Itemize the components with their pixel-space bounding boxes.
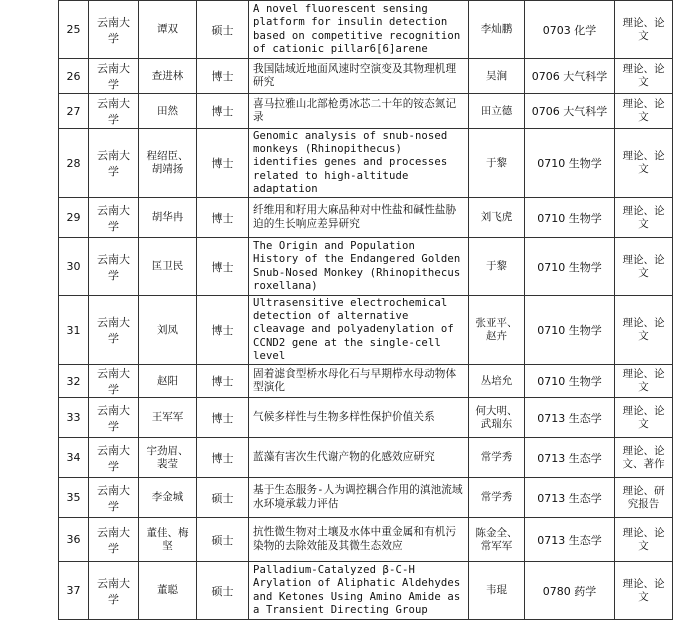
achievement-type-cell: 理论、论文 — [615, 296, 673, 365]
row-number: 33 — [59, 398, 89, 438]
table-row — [59, 398, 673, 438]
thesis-title-cell: Palladium-Catalyzed β-C-H Arylation of Aliphatic Aldehydes and Ketones Using Amino Amide as a Transient Directing Group — [249, 562, 469, 620]
advisor-cell: 陈金全、常军军 — [469, 518, 525, 562]
advisor-cell: 张亚平、赵卉 — [469, 296, 525, 365]
discipline-cell: 0703 化学 — [525, 1, 615, 59]
thesis-title-cell: 喜马拉雅山北部枪勇冰芯二十年的铵态氮记录 — [249, 94, 469, 129]
author-name-cell: 匡卫民 — [139, 238, 197, 296]
discipline-cell: 0710 生物学 — [525, 238, 615, 296]
thesis-title-cell: 固着滤食型桥水母化石与早期栉水母动物体型演化 — [249, 365, 469, 398]
row-number: 30 — [59, 238, 89, 296]
school-cell: 云南大学 — [89, 59, 139, 94]
table-row — [59, 296, 673, 365]
table-row — [59, 129, 673, 198]
degree-cell: 博士 — [197, 129, 249, 198]
school-cell: 云南大学 — [89, 518, 139, 562]
row-number: 37 — [59, 562, 89, 620]
table-row — [59, 94, 673, 129]
degree-cell: 硕士 — [197, 478, 249, 518]
author-name-cell: 宇劲眉、裴莹 — [139, 438, 197, 478]
achievement-type-cell: 理论、论文 — [615, 129, 673, 198]
achievement-type-cell: 理论、论文 — [615, 1, 673, 59]
table-row — [59, 198, 673, 238]
advisor-cell: 常学秀 — [469, 478, 525, 518]
discipline-cell: 0713 生态学 — [525, 398, 615, 438]
row-number: 32 — [59, 365, 89, 398]
degree-cell: 博士 — [197, 365, 249, 398]
advisor-cell: 于黎 — [469, 129, 525, 198]
discipline-cell: 0713 生态学 — [525, 518, 615, 562]
advisor-cell: 于黎 — [469, 238, 525, 296]
degree-cell: 博士 — [197, 198, 249, 238]
achievement-type-cell: 理论、研究报告 — [615, 478, 673, 518]
discipline-cell: 0706 大气科学 — [525, 59, 615, 94]
degree-cell: 博士 — [197, 438, 249, 478]
thesis-title-cell: 蓝藻有害次生代谢产物的化感效应研究 — [249, 438, 469, 478]
advisor-cell: 刘飞虎 — [469, 198, 525, 238]
achievement-type-cell: 理论、论文 — [615, 518, 673, 562]
degree-cell: 硕士 — [197, 1, 249, 59]
thesis-title-cell: Ultrasensitive electrochemical detection of alternative cleavage and polyadenylation of CCND2 gene at the single-cell level — [249, 296, 469, 365]
table-row — [59, 59, 673, 94]
discipline-cell: 0713 生态学 — [525, 438, 615, 478]
degree-cell: 博士 — [197, 59, 249, 94]
degree-cell: 博士 — [197, 296, 249, 365]
discipline-cell: 0710 生物学 — [525, 198, 615, 238]
thesis-title-cell: The Origin and Population History of the Endangered Golden Snub-Nosed Monkey (Rhinopithecus roxellana) — [249, 238, 469, 296]
row-number: 35 — [59, 478, 89, 518]
degree-cell: 博士 — [197, 398, 249, 438]
achievement-type-cell: 理论、论文 — [615, 562, 673, 620]
school-cell: 云南大学 — [89, 365, 139, 398]
thesis-title-cell: 纤维用和籽用大麻品种对中性盐和碱性盐胁迫的生长响应差异研究 — [249, 198, 469, 238]
school-cell: 云南大学 — [89, 1, 139, 59]
thesis-title-cell: A novel fluorescent sensing platform for insulin detection based on competitive recognition of cationic pillar6[6]arene — [249, 1, 469, 59]
author-name-cell: 李金城 — [139, 478, 197, 518]
table-row — [59, 365, 673, 398]
row-number: 28 — [59, 129, 89, 198]
author-name-cell: 王军军 — [139, 398, 197, 438]
author-name-cell: 赵阳 — [139, 365, 197, 398]
school-cell: 云南大学 — [89, 296, 139, 365]
advisor-cell: 李灿鹏 — [469, 1, 525, 59]
school-cell: 云南大学 — [89, 562, 139, 620]
author-name-cell: 谭双 — [139, 1, 197, 59]
author-name-cell: 董聪 — [139, 562, 197, 620]
thesis-title-cell: 抗性微生物对土壤及水体中重金属和有机污染物的去除效能及其微生态效应 — [249, 518, 469, 562]
degree-cell: 硕士 — [197, 518, 249, 562]
table-row — [59, 438, 673, 478]
discipline-cell: 0710 生物学 — [525, 129, 615, 198]
row-number: 26 — [59, 59, 89, 94]
advisor-cell: 田立德 — [469, 94, 525, 129]
school-cell: 云南大学 — [89, 129, 139, 198]
achievement-type-cell: 理论、论文 — [615, 365, 673, 398]
table-body — [59, 1, 673, 620]
advisor-cell: 丛培允 — [469, 365, 525, 398]
author-name-cell: 刘凤 — [139, 296, 197, 365]
advisor-cell: 吴涧 — [469, 59, 525, 94]
achievement-type-cell: 理论、论文 — [615, 398, 673, 438]
thesis-title-cell: Genomic analysis of snub-nosed monkeys (Rhinopithecus) identifies genes and processes related to high-altitude adaptation — [249, 129, 469, 198]
achievement-type-cell: 理论、论文 — [615, 59, 673, 94]
discipline-cell: 0710 生物学 — [525, 296, 615, 365]
row-number: 25 — [59, 1, 89, 59]
row-number: 36 — [59, 518, 89, 562]
discipline-cell: 0713 生态学 — [525, 478, 615, 518]
row-number: 27 — [59, 94, 89, 129]
degree-cell: 博士 — [197, 94, 249, 129]
school-cell: 云南大学 — [89, 94, 139, 129]
author-name-cell: 程绍臣、胡靖扬 — [139, 129, 197, 198]
discipline-cell: 0710 生物学 — [525, 365, 615, 398]
achievement-type-cell: 理论、论文 — [615, 238, 673, 296]
school-cell: 云南大学 — [89, 478, 139, 518]
table-row — [59, 478, 673, 518]
thesis-title-cell: 我国陆域近地面风速时空演变及其物理机理研究 — [249, 59, 469, 94]
discipline-cell: 0780 药学 — [525, 562, 615, 620]
row-number: 31 — [59, 296, 89, 365]
author-name-cell: 胡华冉 — [139, 198, 197, 238]
table-row — [59, 1, 673, 59]
table-row — [59, 562, 673, 620]
table-row — [59, 518, 673, 562]
thesis-title-cell: 基于生态服务-人为调控耦合作用的滇池流域水环境承载力评估 — [249, 478, 469, 518]
author-name-cell: 田然 — [139, 94, 197, 129]
advisor-cell: 何大明、武瑞东 — [469, 398, 525, 438]
author-name-cell: 董佳、梅坚 — [139, 518, 197, 562]
row-number: 29 — [59, 198, 89, 238]
achievement-type-cell: 理论、论文 — [615, 198, 673, 238]
advisor-cell: 常学秀 — [469, 438, 525, 478]
degree-cell: 硕士 — [197, 562, 249, 620]
school-cell: 云南大学 — [89, 238, 139, 296]
school-cell: 云南大学 — [89, 438, 139, 478]
row-number: 34 — [59, 438, 89, 478]
author-name-cell: 查进林 — [139, 59, 197, 94]
school-cell: 云南大学 — [89, 398, 139, 438]
achievement-type-cell: 理论、论文、著作 — [615, 438, 673, 478]
degree-cell: 博士 — [197, 238, 249, 296]
advisor-cell: 韦琨 — [469, 562, 525, 620]
thesis-title-cell: 气候多样性与生物多样性保护价值关系 — [249, 398, 469, 438]
award-table — [58, 0, 673, 620]
discipline-cell: 0706 大气科学 — [525, 94, 615, 129]
school-cell: 云南大学 — [89, 198, 139, 238]
achievement-type-cell: 理论、论文 — [615, 94, 673, 129]
table-row — [59, 238, 673, 296]
